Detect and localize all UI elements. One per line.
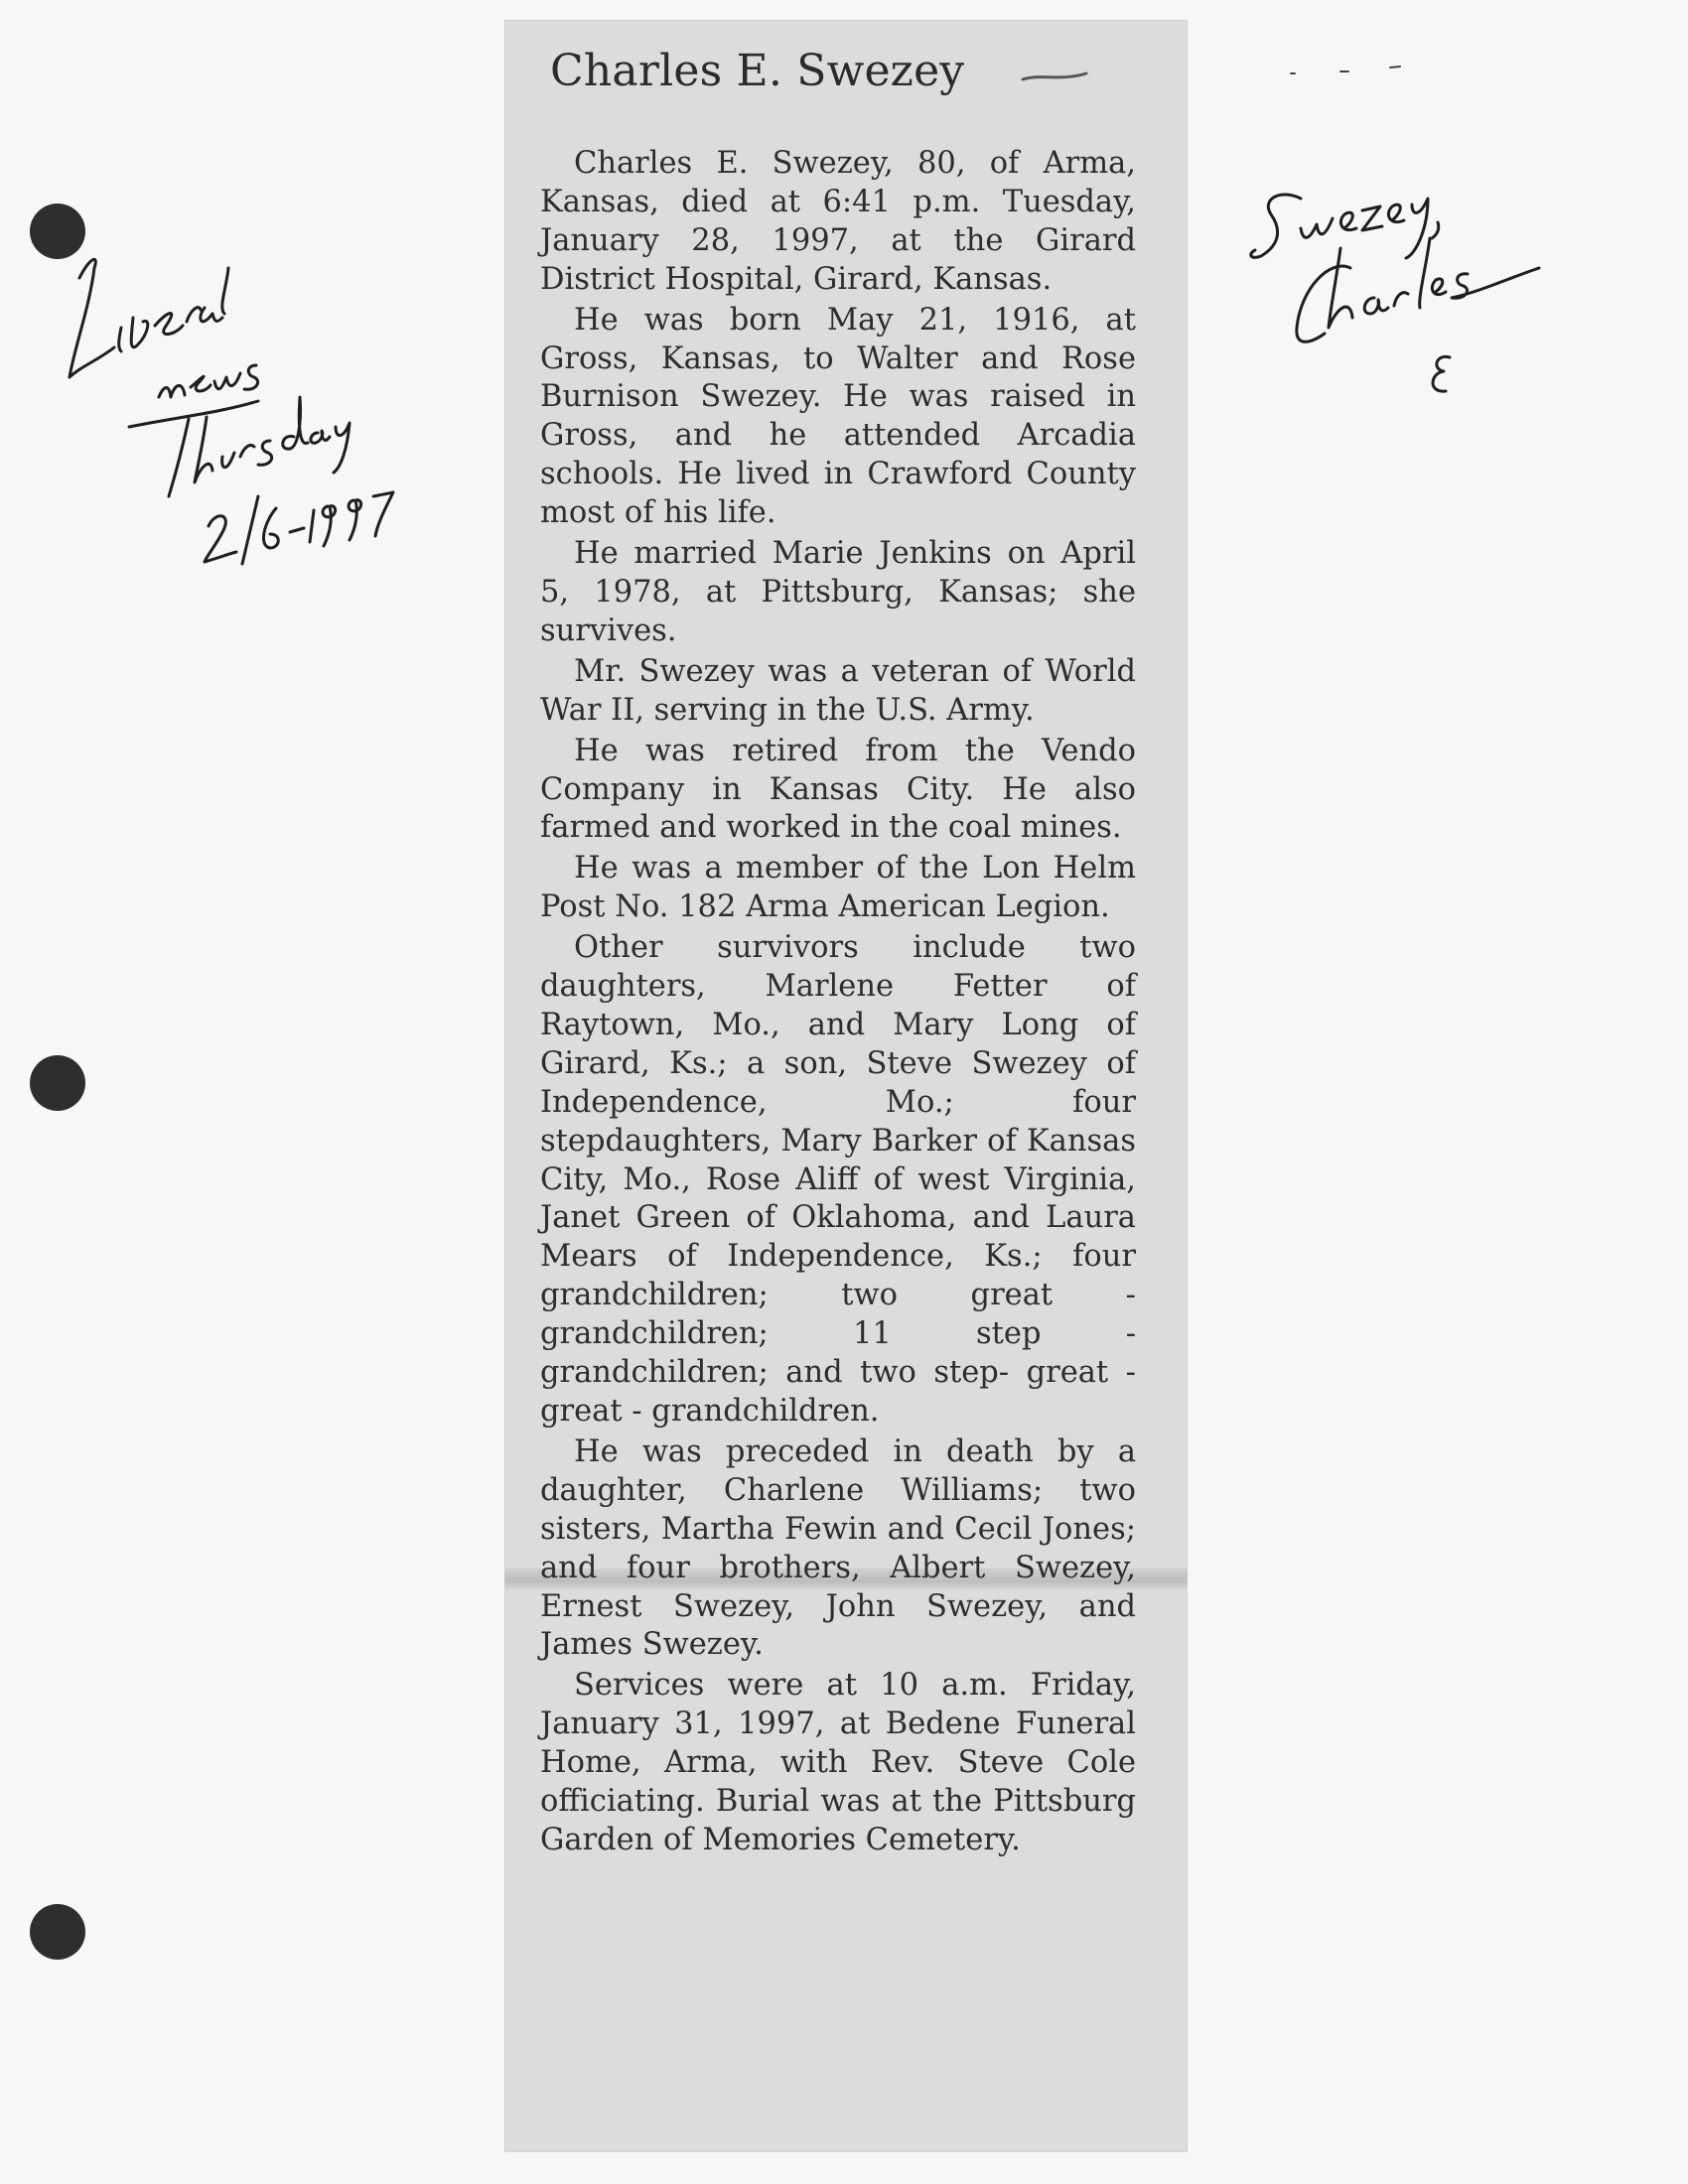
obituary-paragraph: He was a member of the Lon Helm Post No. 182 Arma American Legion.: [540, 851, 1136, 925]
obituary-paragraph: Mr. Swezey was a veteran of World War II, serving in the U.S. Army.: [540, 653, 1136, 728]
obituary-paragraph: He was born May 21, 1916, at Gross, Kansas, to Walter and Rose Burnison Swezey. He was raised in Gross, and he attended Arcadia schools. He lived in Crawford County most of his life.: [540, 302, 1136, 531]
punch-hole: [30, 1904, 85, 1960]
handwritten-source-note: [60, 248, 457, 586]
punch-hole: [30, 1055, 85, 1111]
handwritten-name-note: [1241, 159, 1618, 457]
handwriting-strokes: [1241, 159, 1618, 457]
obituary-body: [540, 145, 1136, 1862]
handwriting-strokes: [60, 248, 457, 586]
obituary-paragraph: Other survivors include two daughters, Marlene Fetter of Raytown, Mo., and Mary Long of Girard, Ks.; a son, Steve Swezey of Independence, Mo.; four stepdaughters, Mary Barker of Kansas City, Mo., Rose Aliff of west Virginia, Janet Green of Oklahoma, and Laura Mears of Independence, Ks.; four grandchildren; two great - grandchildren; 11 step - grandchildren; and two step- great - great - grandchildren.: [540, 930, 1136, 1429]
obituary-paragraph: He was preceded in death by a daughter, Charlene Williams; two sisters, Martha Fewin and Cecil Jones; and four brothers, Albert Swezey, Ernest Swezey, John Swezey, and James Swezey.: [540, 1433, 1136, 1663]
stray-pen-marks: [1281, 50, 1499, 89]
pen-stroke-mark: [1021, 68, 1090, 87]
obituary-headline: Charles E. Swezey: [550, 46, 965, 96]
newspaper-clipping: [504, 20, 1188, 2152]
obituary-paragraph: He was retired from the Vendo Company in Kansas City. He also farmed and worked in the coal mines.: [540, 733, 1136, 846]
obituary-paragraph: Services were at 10 a.m. Friday, January 31, 1997, at Bedene Funeral Home, Arma, with Rev. Steve Cole officiating. Burial was at the Pittsburg Garden of Memories Cemetery.: [540, 1668, 1136, 1857]
obituary-paragraph: He married Marie Jenkins on April 5, 1978, at Pittsburg, Kansas; she survives.: [540, 536, 1136, 648]
obituary-paragraph: Charles E. Swezey, 80, of Arma, Kansas, died at 6:41 p.m. Tuesday, January 28, 1997, at the Girard District Hospital, Girard, Kansas.: [540, 146, 1136, 297]
